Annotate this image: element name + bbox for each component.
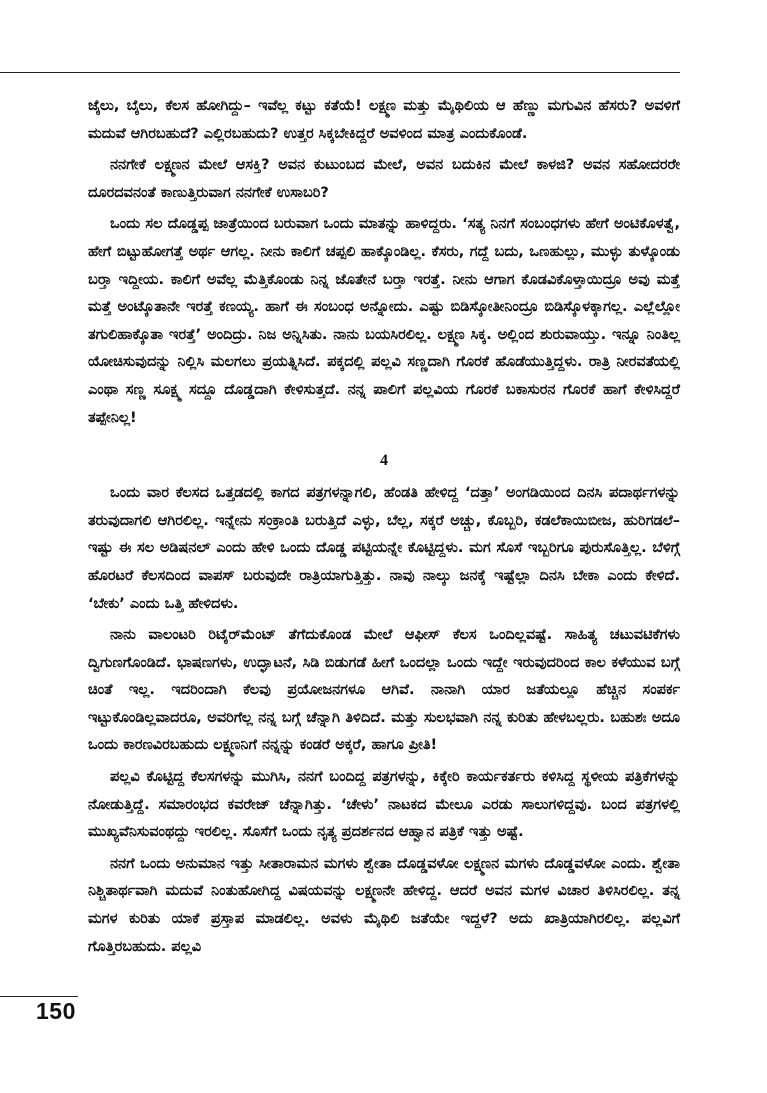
page-body	[88, 93, 680, 965]
header-rule	[0, 72, 680, 73]
page-number: 150	[36, 998, 76, 1024]
footer-rule	[0, 996, 78, 997]
paragraph-5: ನಾನು ವಾಲಂಟರಿ ರಿಟೈರ್‌ಮೆಂಟ್ ತೆಗೆದುಕೊಂಡ ಮೇಲೆ ಆಫೀಸ್ ಕೆಲಸ ಒಂದಿಲ್ಲವಷ್ಟೆ. ಸಾಹಿತ್ಯ ಚಟುವಟಿಕೆಗಳು ದ್ವಿಗುಣಗೊಂಡಿದೆ. ಭಾಷಣಗಳು, ಉದ್ಘಾಟನೆ, ಸಿಡಿ ಬಿಡುಗಡೆ ಹೀಗೆ ಒಂದಲ್ಲಾ ಒಂದು ಇದ್ದೇ ಇರುವುದರಿಂದ ಕಾಲ ಕಳೆಯುವ ಬಗ್ಗೆ ಚಿಂತೆ ಇಲ್ಲ. ಇದರಿಂದಾಗಿ ಕೆಲವು ಪ್ರಯೋಜನಗಳೂ ಆಗಿವೆ. ನಾನಾಗಿ ಯಾರ ಜತೆಯಲ್ಲೂ ಹೆಚ್ಚಿನ ಸಂಪರ್ಕ ಇಟ್ಟುಕೊಂಡಿಲ್ಲವಾದರೂ, ಅವರಿಗೆಲ್ಲ ನನ್ನ ಬಗ್ಗೆ ಚೆನ್ನಾಗಿ ತಿಳಿದಿದೆ. ಮತ್ತು ಸುಲಭವಾಗಿ ನನ್ನ ಕುರಿತು ಹೇಳಬಲ್ಲರು. ಬಹುಶಃ ಅದೂ ಒಂದು ಕಾರಣವಿರಬಹುದು ಲಕ್ಷ್ಮಣನಿಗೆ ನನ್ನನ್ನು ಕಂಡರೆ ಅಕ್ಕರೆ, ಹಾಗೂ ಪ್ರೀತಿ!	[88, 627, 680, 754]
paragraph-3: ಒಂದು ಸಲ ದೊಡ್ಡಪ್ಪ ಜಾತ್ರೆಯಿಂದ ಬರುವಾಗ ಒಂದು ಮಾತನ್ನು ಹಾಳಿದ್ದರು. ‘ಸತ್ಯ ನಿನಗೆ ಸಂಬಂಧಗಳು ಹೇಗೆ ಅಂಟಿಕೊಳತ್ವೆ, ಹೇಗೆ ಬಿಟ್ಟುಹೋಗತ್ತೆ ಅರ್ಥ ಆಗಲ್ಲ. ನೀನು ಕಾಲಿಗೆ ಚಪ್ಪಲಿ ಹಾಕ್ಕೊಂಡಿಲ್ಲ. ಕೆಸರು, ಗದ್ದೆ ಬದು, ಒಣಹುಲ್ಲು, ಮುಳ್ಳು ತುಳ್ಕೊಂಡು ಬರ್‍ತಾ ಇದ್ದೀಯ. ಕಾಲಿಗೆ ಅವೆಲ್ಲ ಮೆತ್ತಿಕೊಂಡು ನಿನ್ನ ಜೊತೇನೆ ಬರ್‍ತಾ ಇರತ್ತೆ. ನೀನು ಆಗಾಗ ಕೊಡವಿಕೊಳ್ತಾಯಿದ್ರೂ ಅವು ಮತ್ತೆ ಮತ್ತೆ ಅಂಟ್ಕೊತಾನೇ ಇರತ್ತೆ ಕಣಯ್ಯ. ಹಾಗೆ ಈ ಸಂಬಂಧ ಅನ್ನೋದು. ಎಷ್ಟು ಬಿಡಿಸ್ಕೋತೀನಿಂದ್ರೂ ಬಿಡಿಸ್ಕೊಳಕ್ಕಾಗಲ್ಲ. ಎಲ್ಲೆಲ್ಲೋ ತಗುಲಿಹಾಕ್ಕೊತಾ ಇರತ್ತೆ’ ಅಂದಿದ್ರು. ನಿಜ ಅನ್ನಿಸಿತು. ನಾನು ಬಯಸಿರಲಿಲ್ಲ. ಲಕ್ಷ್ಮಣ ಸಿಕ್ಕ. ಅಲ್ಲಿಂದ ಶುರುವಾಯ್ತು. ಇನ್ನೂ ನಿಂತಿಲ್ಲ ಯೋಚಿಸುವುದನ್ನು ನಿಲ್ಲಿಸಿ ಮಲಗಲು ಪ್ರಯತ್ನಿಸಿದೆ. ಪಕ್ಕದಲ್ಲಿ ಪಲ್ಲವಿ ಸಣ್ಣದಾಗಿ ಗೊರಕೆ ಹೊಡೆಯುತ್ತಿದ್ದಳು. ರಾತ್ರಿ ನೀರವತೆಯಲ್ಲಿ ಎಂಥಾ ಸಣ್ಣ ಸೂಕ್ಷ್ಮ ಸದ್ದೂ ದೊಡ್ಡದಾಗಿ ಕೇಳಿಸುತ್ತದೆ. ನನ್ನ ಪಾಲಿಗೆ ಪಲ್ಲವಿಯ ಗೊರಕೆ ಬಕಾಸುರನ ಗೊರಕೆ ಹಾಗೆ ಕೇಳಿಸಿದ್ದರೆ ತಪ್ಪೇನಿಲ್ಲ!	[88, 216, 680, 426]
paragraph-7: ನನಗೆ ಒಂದು ಅನುಮಾನ ಇತ್ತು ಸೀತಾರಾಮನ ಮಗಳು ಶ್ವೇತಾ ದೊಡ್ಡವಳೋ ಲಕ್ಷ್ಮಣನ ಮಗಳು ದೊಡ್ಡವಳೋ ಎಂದು. ಶ್ವೇತಾ ನಿಶ್ಚಿತಾರ್ಥವಾಗಿ ಮದುವೆ ನಿಂತುಹೋಗಿದ್ದ ವಿಷಯವನ್ನು ಲಕ್ಷ್ಮಣನೇ ಹೇಳಿದ್ದ. ಆದರೆ ಅವನ ಮಗಳ ವಿಚಾರ ತಿಳಿಸಿರಲಿಲ್ಲ. ತನ್ನ ಮಗಳ ಕುರಿತು ಯಾಕೆ ಪ್ರಸ್ತಾಪ ಮಾಡಲಿಲ್ಲ. ಅವಳು ಮೈಥಿಲಿ ಜತೆಯೇ ಇದ್ದಳೆ? ಅದು ಖಾತ್ರಿಯಾಗಿರಲಿಲ್ಲ. ಪಲ್ಲವಿಗೆ ಗೊತ್ತಿರಬಹುದು. ಪಲ್ಲವಿ	[88, 855, 680, 955]
paragraph-2: ನನಗೇಕೆ ಲಕ್ಷ್ಮಣನ ಮೇಲೆ ಆಸಕ್ತಿ? ಅವನ ಕುಟುಂಬದ ಮೇಲೆ, ಅವನ ಬದುಕಿನ ಮೇಲೆ ಕಾಳಜಿ? ಅವನ ಸಹೋದರರೇ ದೂರದವನಂತೆ ಕಾಣುತ್ತಿರುವಾಗ ನನಗೇಕೆ ಉಸಾಬರಿ?	[88, 157, 680, 201]
paragraph-4: ಒಂದು ವಾರ ಕೆಲಸದ ಒತ್ತಡದಲ್ಲಿ ಕಾಗದ ಪತ್ರಗಳನ್ನಾಗಲಿ, ಹೆಂಡತಿ ಹೇಳಿದ್ದ ‘ದತ್ತಾ’ ಅಂಗಡಿಯಿಂದ ದಿನಸಿ ಪದಾರ್ಥಗಳನ್ನು ತರುವುದಾಗಲಿ ಆಗಿರಲಿಲ್ಲ. ಇನ್ನೇನು ಸಂಕ್ರಾಂತಿ ಬರುತ್ತಿದೆ ಎಳ್ಳು, ಬೆಲ್ಲ, ಸಕ್ಕರೆ ಅಚ್ಚು, ಕೊಬ್ಬರಿ, ಕಡಲೆಕಾಯಿಬೀಜ, ಹುರಿಗಡಲೆ– ಇಷ್ಟು ಈ ಸಲ ಅಡಿಷನಲ್ ಎಂದು ಹೇಳಿ ಒಂದು ದೊಡ್ಡ ಪಟ್ಟಿಯನ್ನೇ ಕೊಟ್ಟಿದ್ದಳು. ಮಗ ಸೊಸೆ ಇಬ್ಬರಿಗೂ ಪುರುಸೊತ್ತಿಲ್ಲ. ಬೆಳಿಗ್ಗೆ ಹೊರಟರೆ ಕೆಲಸದಿಂದ ವಾಪಸ್ ಬರುವುದೇ ರಾತ್ರಿಯಾಗುತ್ತಿತ್ತು. ನಾವು ನಾಲ್ಕು ಜನಕ್ಕೆ ಇಷ್ಟೆಲ್ಲಾ ದಿನಸಿ ಬೇಕಾ ಎಂದು ಕೇಳಿದೆ. ‘ಬೇಕು’ ಎಂದು ಒತ್ತಿ ಹೇಳಿದಳು.	[88, 485, 680, 612]
paragraph-1: ಜೈಲು, ಬೈಲು, ಕೆಲಸ ಹೋಗಿದ್ದು– ಇವೆಲ್ಲ ಕಟ್ಟು ಕತೆಯೆ! ಲಕ್ಷ್ಮಣ ಮತ್ತು ಮೈಥಿಲಿಯ ಆ ಹೆಣ್ಣು ಮಗುವಿನ ಹೆಸರು? ಅವಳಿಗೆ ಮದುವೆ ಆಗಿರಬಹುದೆ? ಎಲ್ಲಿರಬಹುದು? ಉತ್ತರ ಸಿಕ್ಕಬೇಕಿದ್ದರೆ ಅವಳಿಂದ ಮಾತ್ರ ಎಂದುಕೊಂಡೆ.	[88, 98, 680, 142]
paragraph-6: ಪಲ್ಲವಿ ಕೊಟ್ಟಿದ್ದ ಕೆಲಸಗಳನ್ನು ಮುಗಿಸಿ, ನನಗೆ ಬಂದಿದ್ದ ಪತ್ರಗಳನ್ನು, ಕಿಕ್ಕೇರಿ ಕಾರ್ಯಕರ್ತರು ಕಳಿಸಿದ್ದ ಸ್ಥಳೀಯ ಪತ್ರಿಕೆಗಳನ್ನು ನೋಡುತ್ತಿದ್ದೆ. ಸಮಾರಂಭದ ಕವರೇಜ್ ಚೆನ್ನಾಗಿತ್ತು. ‘ಚೇಳು’ ನಾಟಕದ ಮೇಲೂ ಎರಡು ಸಾಲುಗಳಿದ್ದವು. ಬಂದ ಪತ್ರಗಳಲ್ಲಿ ಮುಖ್ಯವೆನಿಸುವಂಥದ್ದು ಇರಲಿಲ್ಲ. ಸೊಸೆಗೆ ಒಂದು ನೃತ್ಯ ಪ್ರದರ್ಶನದ ಆಹ್ವಾನ ಪತ್ರಿಕೆ ಇತ್ತು ಅಷ್ಟೆ.	[88, 769, 680, 841]
chapter-number: 4	[380, 452, 388, 470]
